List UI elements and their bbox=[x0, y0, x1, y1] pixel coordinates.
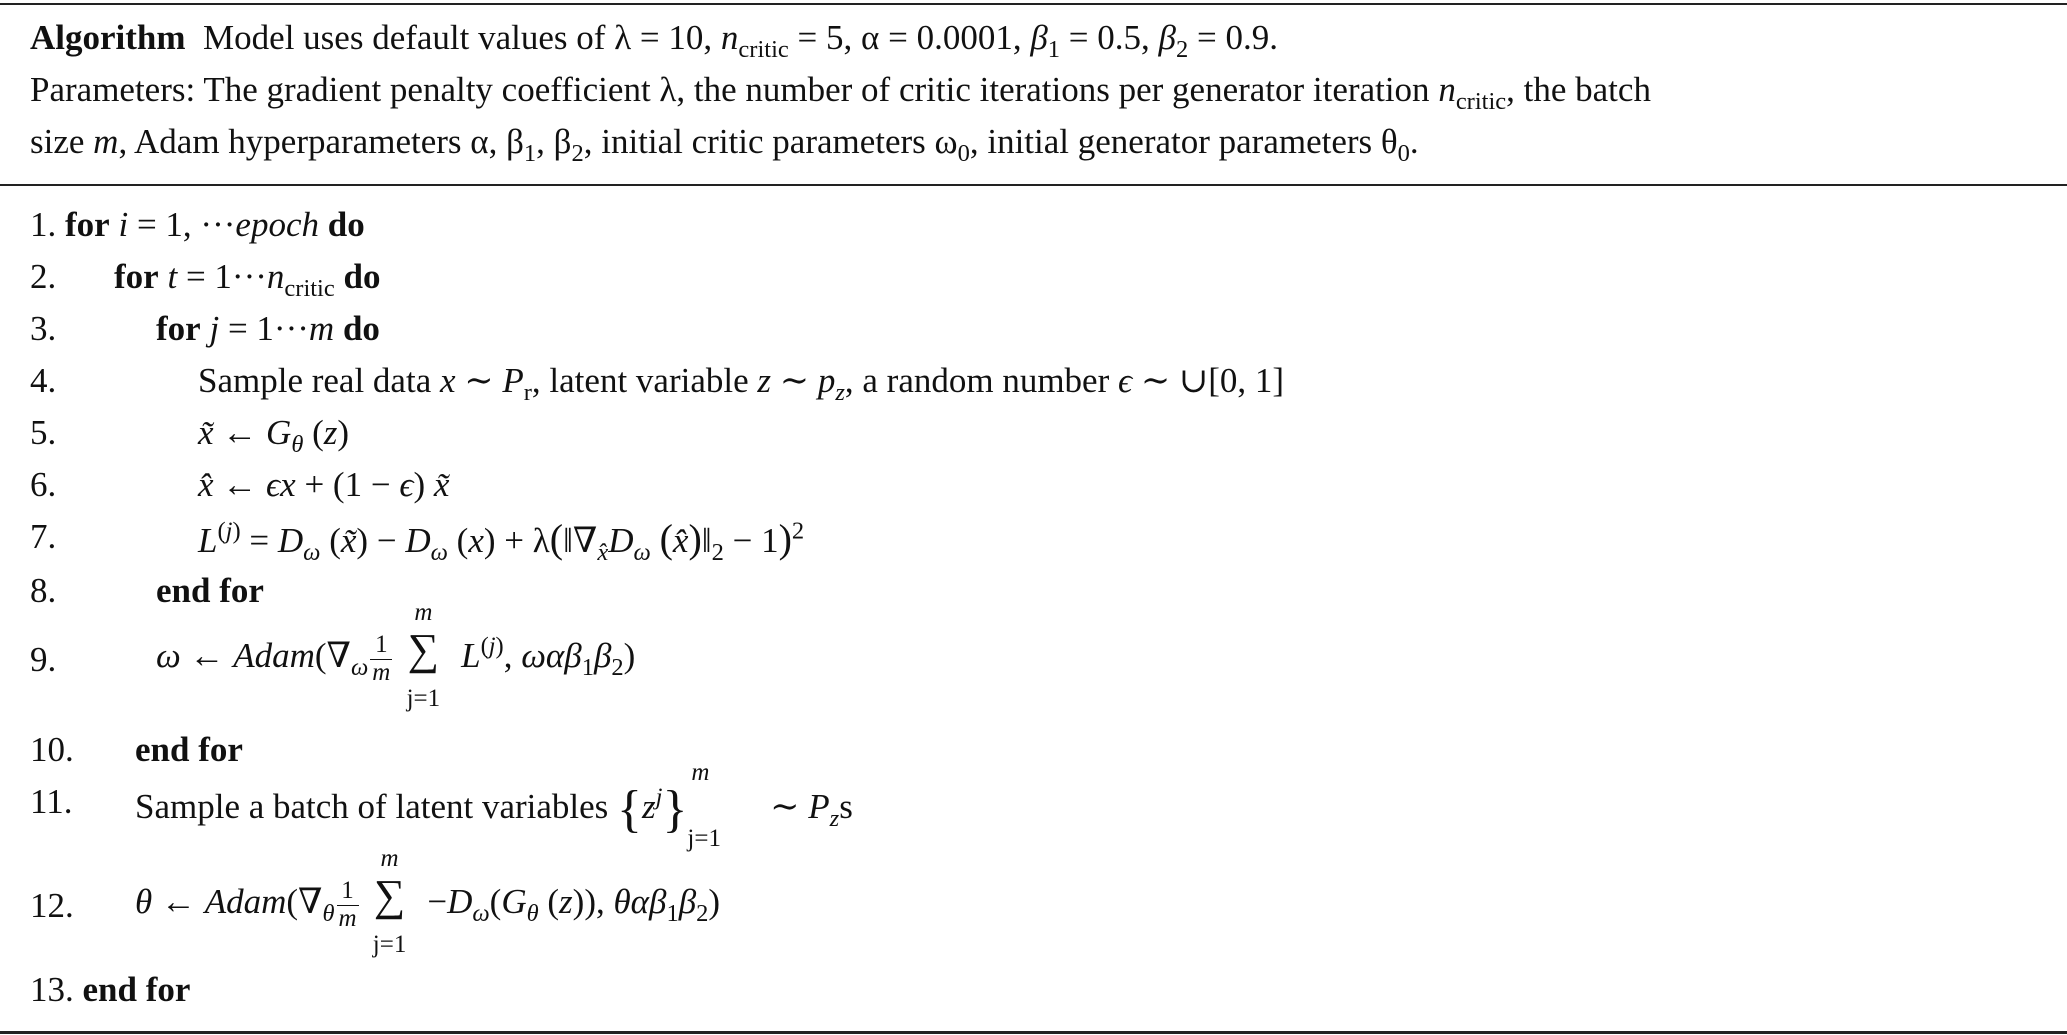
step-1: 1. for i = 1, ···epoch do bbox=[30, 205, 365, 244]
summation-symbol: m ∑ j=1 bbox=[372, 845, 407, 958]
step-13: 13. end for bbox=[30, 970, 191, 1009]
step-7-number: 7. bbox=[30, 517, 57, 556]
step-5: x̃ ← $G_\theta$ (z) bbox=[198, 413, 350, 458]
parameters-line-2: size m, Adam hyperparameters α, $\beta_1$, $\beta_2$, initial critic parameters $\omega_0$, initial generator parameters $\theta_0$. bbox=[30, 122, 1419, 167]
brace-limits: m j=1 bbox=[687, 759, 721, 852]
algorithm-label: Algorithm bbox=[30, 18, 186, 57]
step-12-number: 12. bbox=[30, 886, 74, 925]
step-5-number: 5. bbox=[30, 413, 57, 452]
step-4: Sample real data x ∼ $P_r$, latent variable z ∼ $p_z$, a random number ϵ ∼ ∪[0, 1] bbox=[198, 361, 1285, 406]
step-10: end for bbox=[135, 730, 243, 769]
step-9-number: 9. bbox=[30, 640, 57, 679]
step-10-number: 10. bbox=[30, 730, 74, 769]
step-8: end for bbox=[156, 571, 264, 610]
step-12: θ ← $Adam(\nabla_\theta$ $\frac{1}{m}$ m ∑ j=1 $-D_\omega(G_\theta$ (z)), $\theta\alpha\beta_1\beta_2$) bbox=[135, 846, 720, 964]
step-8-number: 8. bbox=[30, 571, 57, 610]
step-6-number: 6. bbox=[30, 465, 57, 504]
step-2-number: 2. bbox=[30, 257, 57, 296]
defaults-text: Model uses default values of bbox=[203, 18, 606, 57]
step-3-number: 3. bbox=[30, 309, 57, 348]
step-3: for j = 1···m do bbox=[156, 309, 380, 348]
step-11: Sample a batch of latent variables $\{z^j\}$ m j=1 ∼ $P_zs$ bbox=[135, 760, 853, 860]
param-ncritic: $n_{critic} = 5$ bbox=[720, 18, 844, 63]
step-9: ω ← $Adam(\nabla_\omega$ $\frac{1}{m}$ m ∑ j=1 $L^{(j)}$, $\omega\alpha\beta_1\beta_2$) bbox=[156, 600, 635, 718]
step-6: x̂ ← ϵx + (1 − ϵ) x̃ bbox=[198, 465, 450, 504]
param-beta1: $\beta_1 = 0.5$ bbox=[1030, 18, 1142, 63]
param-alpha: α = 0.0001 bbox=[861, 18, 1013, 57]
algorithm-title-line: Algorithm Model uses default values of λ = 10, $n_{critic} = 5$, α = 0.0001, $\beta_1 = 0.5$, $\beta_2 = 0.9$. bbox=[30, 18, 1278, 63]
param-lambda: λ = 10 bbox=[614, 18, 704, 57]
step-11-number: 11. bbox=[30, 782, 73, 821]
fraction: $\frac{1}{m}$ bbox=[372, 631, 391, 686]
param-beta2: $\beta_2 = 0.9$. bbox=[1158, 18, 1278, 63]
parameters-line-1: Parameters: The gradient penalty coefficient λ, the number of critic iterations per generator iteration $n_{critic}$, the batch bbox=[30, 70, 1651, 115]
header-separator-rule bbox=[0, 184, 2067, 186]
summation-symbol: m ∑ j=1 bbox=[406, 599, 441, 712]
step-4-number: 4. bbox=[30, 361, 57, 400]
step-7: $L^{(j)} = D_\omega$ (x̃) − $D_\omega$ $(x) + \lambda(‖\nabla_{x̂}D_\omega$ $(x̂)‖_2 - 1)^2$ bbox=[198, 516, 805, 566]
step-2: for $t = 1\cdot\cdot\cdot n_{critic}$ do bbox=[114, 257, 381, 302]
top-rule bbox=[0, 3, 2067, 5]
fraction: $\frac{1}{m}$ bbox=[338, 877, 357, 932]
bottom-rule bbox=[0, 1031, 2067, 1034]
